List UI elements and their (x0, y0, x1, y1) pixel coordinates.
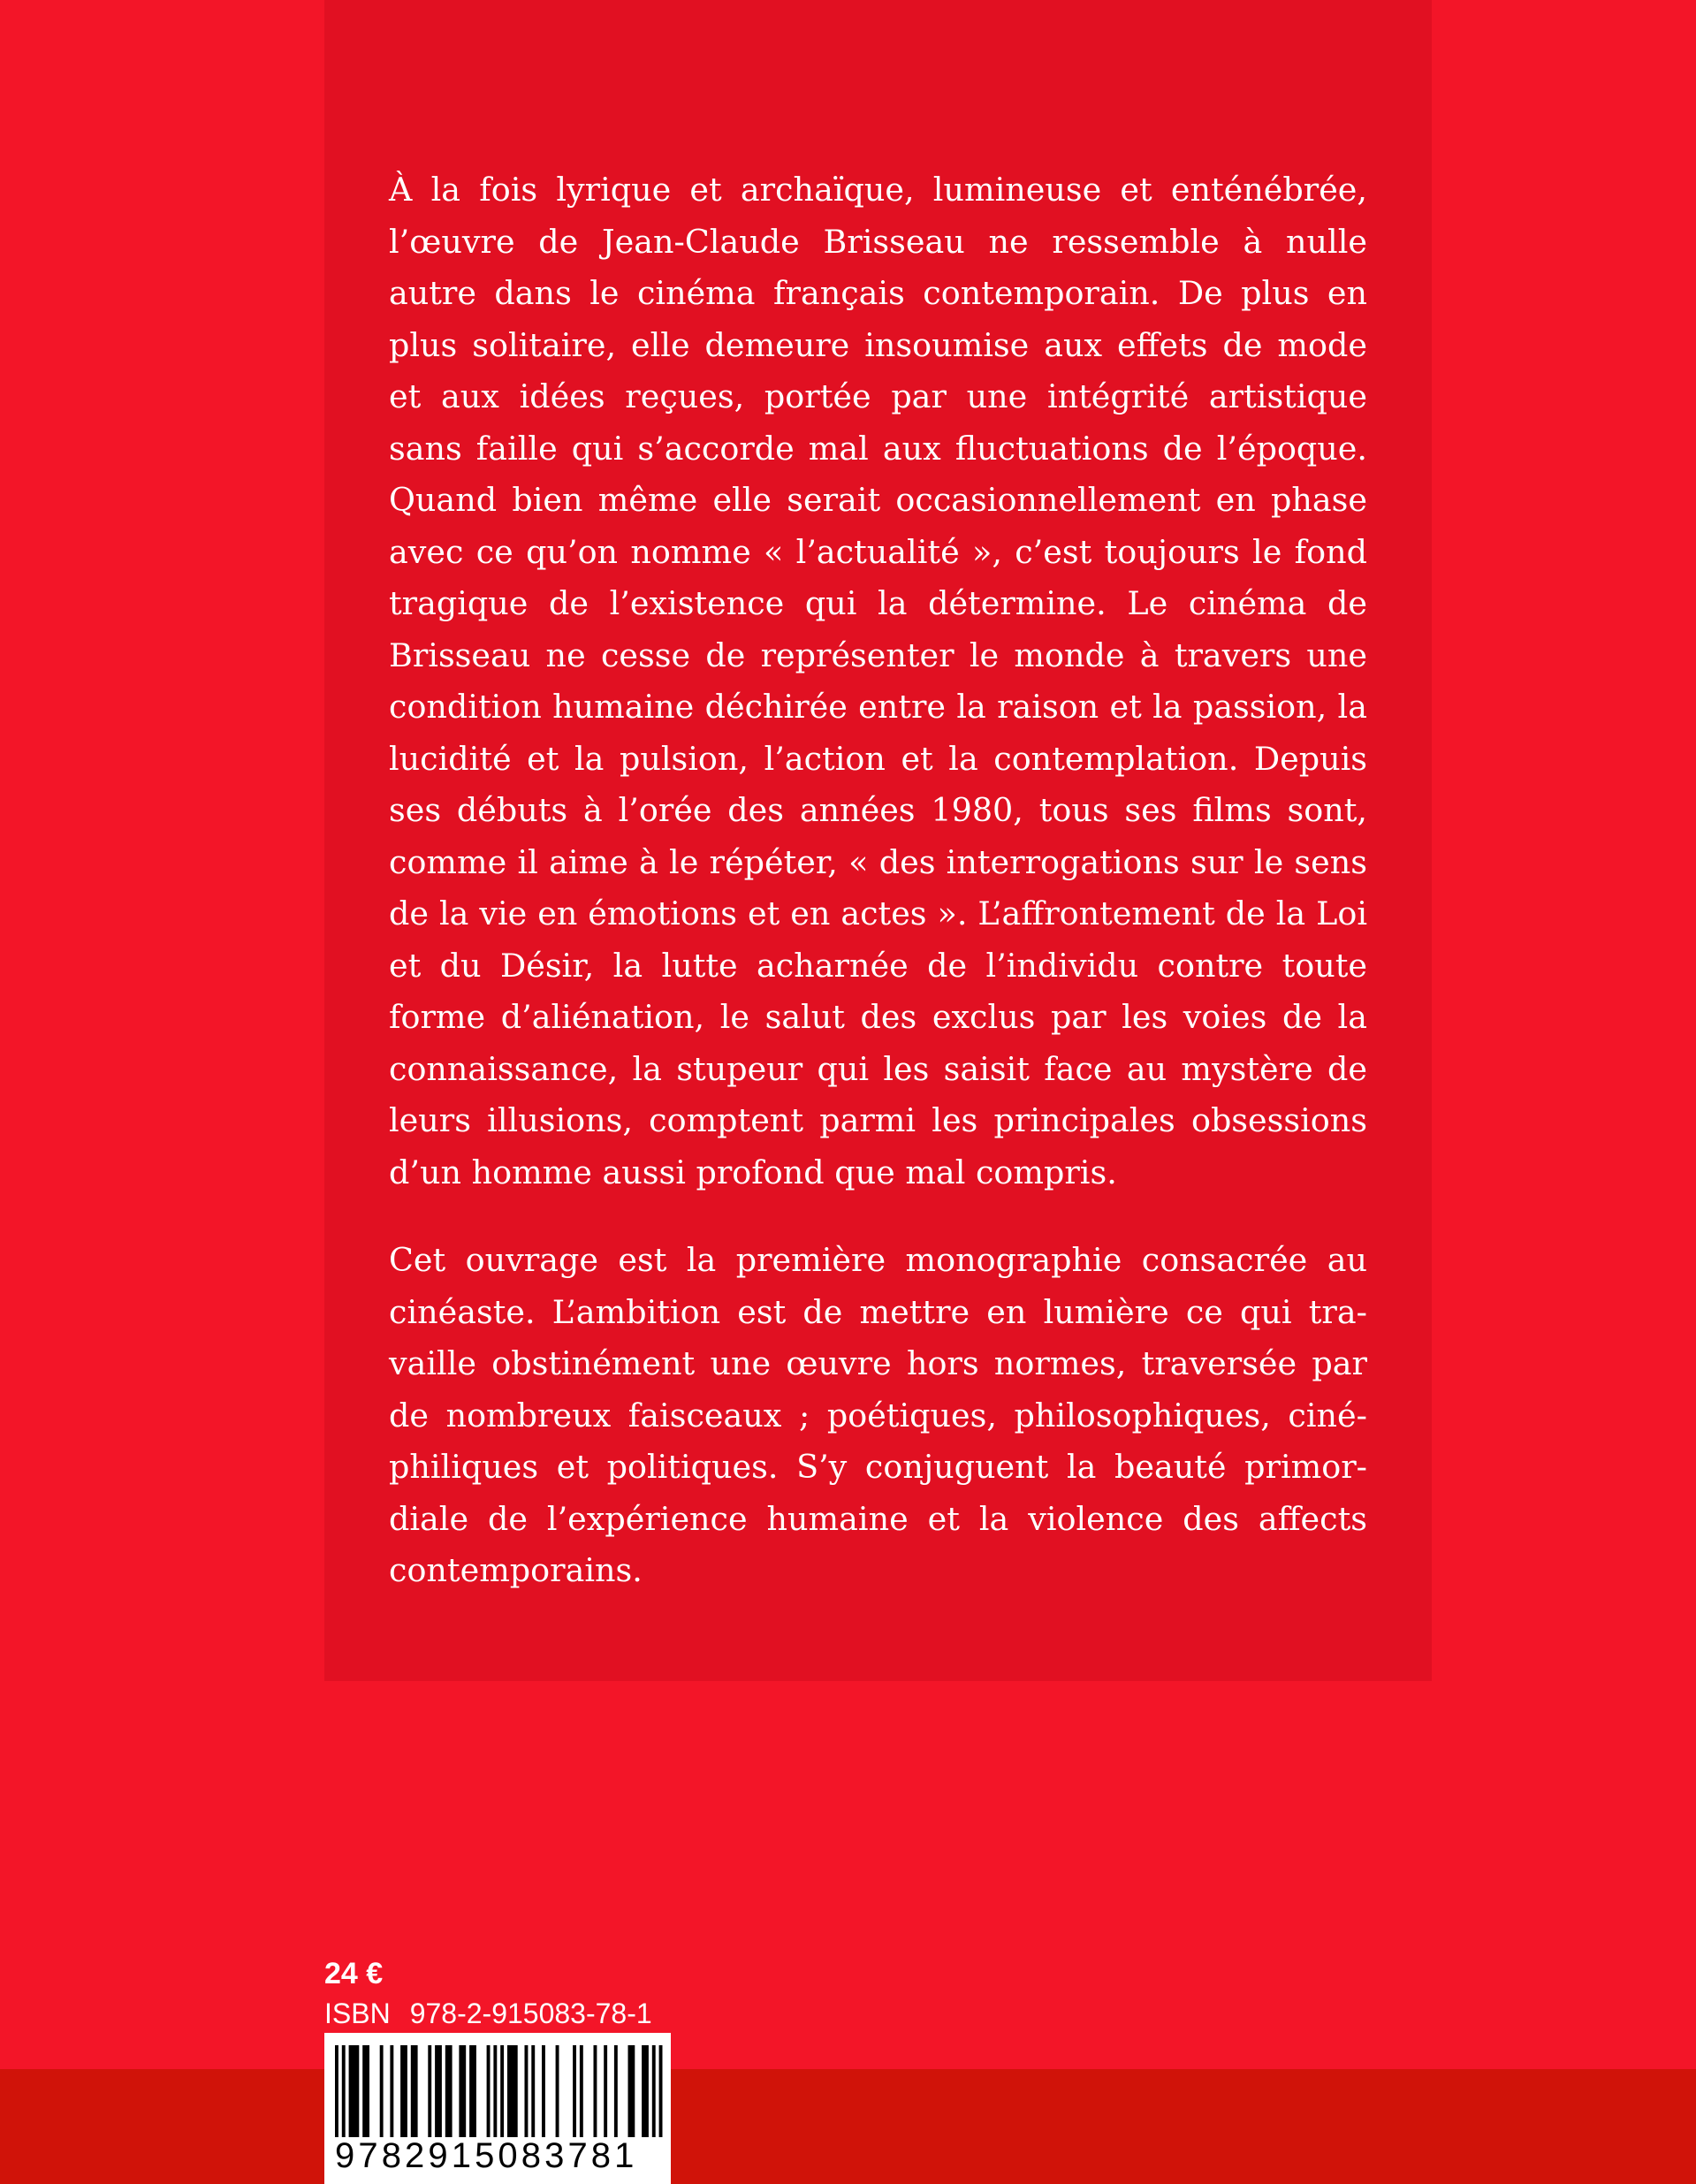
barcode-bar-20 (556, 2045, 559, 2137)
barcode-bar-7 (411, 2045, 418, 2137)
barcode-bar-9 (435, 2045, 442, 2137)
barcode-bar-13 (487, 2045, 491, 2137)
barcode-bar-15 (500, 2045, 504, 2137)
barcode-bar-14 (493, 2045, 497, 2137)
isbn-label: ISBN (324, 1998, 391, 2029)
barcode (324, 2033, 671, 2184)
barcode-bar-22 (580, 2045, 583, 2137)
barcode-bar-23 (594, 2045, 597, 2137)
back-cover-blurb (389, 164, 1367, 1597)
barcode-bar-12 (469, 2045, 476, 2137)
barcode-bar-3 (362, 2045, 369, 2137)
barcode-bar-2 (349, 2045, 360, 2137)
barcode-bar-8 (428, 2045, 431, 2137)
blurb-paragraph-2: Cet ouvrage est la première monographie consacrée au cinéaste. L’ambition est de mettre en lumière ce qui travaille obstinément une œuvre hors normes, traversée par de nombreux faisceaux ; poétiques, philosophiques, cinéphiliques et politiques. S’y conjuguent la beauté primordiale de l’expérience humaine et la violence des affects contemporains. (389, 1241, 1367, 1589)
barcode-bar-0 (335, 2045, 338, 2137)
barcode-bar-10 (445, 2045, 453, 2137)
blurb-paragraph-1: À la fois lyrique et archaïque, lumineuse et enténébrée, l’œuvre de Jean-Claude Brisseau ne ressemble à nulle autre dans le cinéma français contemporain. De plus en plus solitaire, elle demeure insoumise aux effets de mode et aux idées reçues, portée par une intégrité artistique sans faille qui s’accorde mal aux fluctuations de l’époque. Quand bien même elle serait occasionnellement en phase avec ce qu’on nomme « l’actualité », c’est toujours le fond tragique de l’existence qui la détermine. Le cinéma de Brisseau ne cesse de représenter le monde à travers une condition humaine déchirée entre la raison et la passion, la lucidité et la pulsion, l’action et la contemplation. Depuis ses débuts à l’orée des années 1980, tous ses films sont, comme il aime à le répéter, « des interrogations sur le sens de la vie en émotions et en actes ». L’affrontement de la Loi et du Désir, la lutte acharnée de l’individu contre toute forme d’aliénation, le salut des exclus par les voies de la connaissance, la stupeur qui les saisit face au mystère de leurs illusions, comptent parmi les principales obsessions d’un homme aussi profond que mal compris. (389, 171, 1367, 1191)
barcode-bar-27 (642, 2045, 649, 2137)
barcode-digits: 9782915083781 (335, 2136, 638, 2175)
barcode-bar-5 (390, 2045, 393, 2137)
barcode-bar-4 (380, 2045, 384, 2137)
isbn-number: 978-2-915083-78-1 (409, 1998, 652, 2029)
barcode-bar-1 (342, 2045, 346, 2137)
barcode-bar-26 (628, 2045, 635, 2137)
barcode-bar-17 (525, 2045, 529, 2137)
isbn-line (324, 1996, 652, 2031)
price-label: 24 € (324, 1957, 384, 1990)
bottom-band (0, 2069, 1696, 2184)
barcode-bar-6 (400, 2045, 407, 2137)
barcode-bar-18 (531, 2045, 535, 2137)
barcode-bar-24 (604, 2045, 607, 2137)
barcode-bar-11 (459, 2045, 466, 2137)
barcode-bar-21 (573, 2045, 576, 2137)
barcode-bar-19 (542, 2045, 545, 2137)
barcode-bar-28 (652, 2045, 656, 2137)
barcode-bar-16 (507, 2045, 518, 2137)
barcode-bar-29 (659, 2045, 663, 2137)
barcode-bar-25 (614, 2045, 618, 2137)
